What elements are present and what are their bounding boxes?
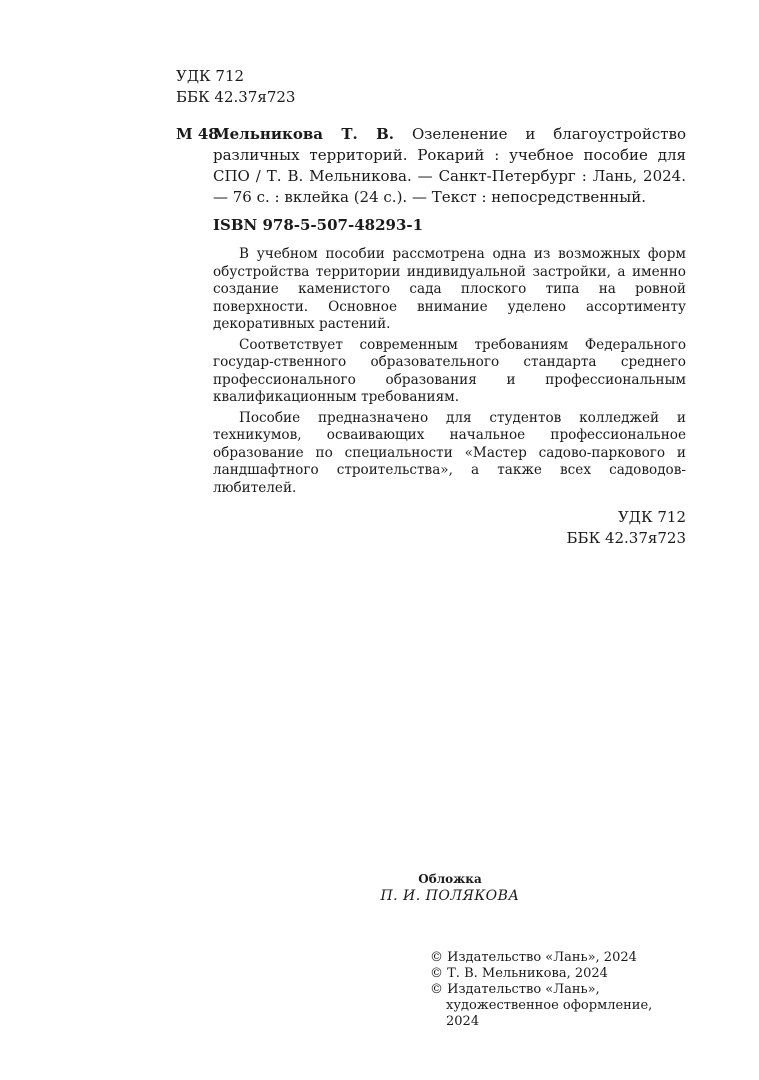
- annotation-paragraph: В учебном пособии рассмотрена одна из возможных форм обустройства территории индивидуальной застройки, а именно создание каменистого сада плоского типа на ровной поверхности. Основное внимание уделено ассортименту декоративных растений.: [213, 246, 686, 332]
- catalog-record: [176, 124, 686, 549]
- copyright-line: © Издательство «Лань», 2024: [430, 950, 637, 965]
- udk-code: УДК 712: [617, 508, 686, 526]
- author-name: Мельникова Т. В.: [213, 125, 395, 143]
- cover-label: Обложка: [418, 872, 482, 886]
- udk-code: УДК 712: [176, 67, 245, 85]
- bbk-code: ББК 42.37я723: [566, 529, 686, 547]
- top-classification-codes: [176, 66, 295, 108]
- copyright-block: [430, 950, 686, 1030]
- bibliographic-entry: [213, 124, 686, 208]
- annotation-paragraph: Соответствует современным требованиям Федерального государ-ственного образовательного стандарта среднего профессионального образования и профессиональным квалификационным требованиям.: [213, 336, 686, 405]
- bottom-classification-codes: [176, 507, 686, 549]
- cover-credit: [300, 871, 600, 906]
- isbn: ISBN 978-5-507-48293-1: [213, 216, 424, 234]
- cover-designer: П. И. ПОЛЯКОВА: [380, 888, 520, 904]
- bibliographic-entry-row: [176, 124, 686, 208]
- annotation-paragraph: Пособие предназначено для студентов колледжей и техникумов, осваивающих начальное профессиональное образование по специальности «Мастер садово-паркового и ландшафтного строительства», а также всех садоводов-любителей.: [213, 409, 686, 496]
- annotation: [213, 246, 686, 497]
- copyright-line: © Издательство «Лань», художественное оформление, 2024: [430, 982, 653, 1029]
- bibliographic-description: Озеленение и благоустройство различных территорий. Рокарий : учебное пособие для СПО / Т. В. Мельникова. — Санкт-Петербург : Лань, 2024. — 76 с. : вклейка (24 с.). — Текст : непосредственный.: [213, 125, 686, 206]
- copyright-line: © Т. В. Мельникова, 2024: [430, 966, 608, 981]
- author-cipher: М 48: [176, 125, 219, 143]
- bbk-code: ББК 42.37я723: [176, 88, 296, 106]
